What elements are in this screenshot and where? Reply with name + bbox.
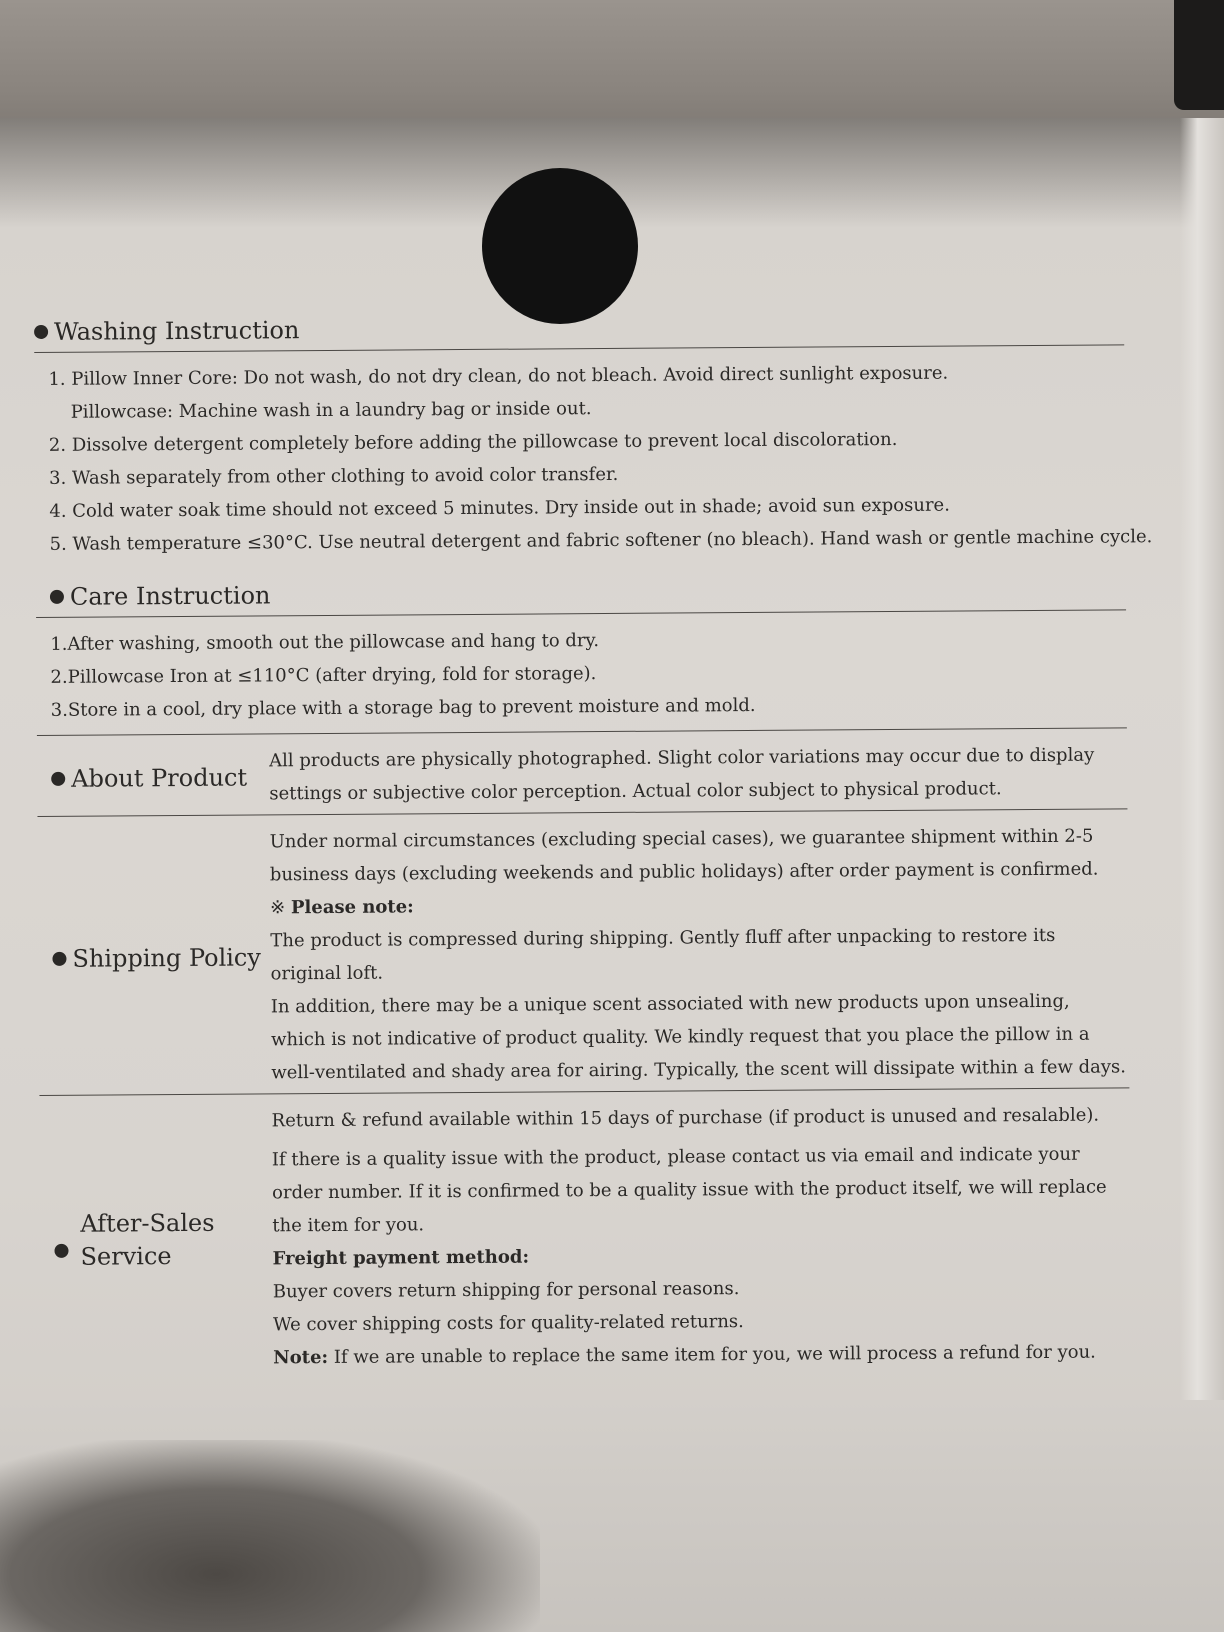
aftersales-title bbox=[40, 1206, 272, 1274]
hanging-hole bbox=[482, 168, 638, 324]
aftersales-line: Return & refund available within 15 days of purchase (if product is unused and resalable). bbox=[271, 1104, 1100, 1132]
aftersales-note: Note: If we are unable to replace the same item for you, we will process a refund for you. bbox=[273, 1341, 1096, 1369]
divider bbox=[34, 344, 1124, 353]
dark-corner-object bbox=[1174, 0, 1224, 110]
care-item-2: 2.Pillowcase Iron at ≤110°C (after drying, fold for storage). bbox=[50, 663, 597, 688]
shipping-line: original loft. bbox=[270, 962, 384, 985]
shipping-body bbox=[270, 819, 1130, 1089]
aftersales-title-line1: After-Sales bbox=[80, 1208, 215, 1238]
washing-item-2: 2. Dissolve detergent completely before adding the pillowcase to prevent local discoloration. bbox=[48, 428, 898, 456]
washing-title: Washing Instruction bbox=[34, 310, 1124, 346]
aftersales-line: Buyer covers return shipping for personal reasons. bbox=[272, 1278, 740, 1303]
bottom-shadow bbox=[0, 1440, 540, 1632]
aftersales-line: We cover shipping costs for quality-related returns. bbox=[272, 1311, 744, 1336]
bullet-icon bbox=[50, 590, 64, 604]
aftersales-section bbox=[40, 1098, 1132, 1376]
shipping-line: In addition, there may be a unique scent associated with new products upon unsealing, bbox=[270, 990, 1070, 1018]
care-title: Care Instruction bbox=[50, 575, 1126, 611]
washing-item-5: 5. Wash temperature ≤30°C. Use neutral detergent and fabric softener (no bleach). Hand wash or gentle machine cycle. bbox=[49, 526, 1153, 555]
shipping-title: Shipping Policy bbox=[38, 941, 270, 976]
bullet-icon bbox=[52, 952, 66, 966]
aftersales-title-line2: Service bbox=[80, 1242, 172, 1271]
washing-item-3: 3. Wash separately from other clothing to avoid color transfer. bbox=[49, 463, 619, 489]
washing-item-1: 1. Pillow Inner Core: Do not wash, do not dry clean, do not bleach. Avoid direct sunlight exposure. bbox=[48, 362, 949, 390]
washing-item-4: 4. Cold water soak time should not exceed 5 minutes. Dry inside out in shade; avoid sun exposure. bbox=[49, 494, 950, 522]
care-item-3: 3.Store in a cool, dry place with a storage bag to prevent moisture and mold. bbox=[50, 694, 756, 721]
shipping-line: well-ventilated and shady area for airing. Typically, the scent will dissipate within a few days. bbox=[271, 1056, 1127, 1084]
about-section bbox=[37, 738, 1127, 812]
about-body bbox=[269, 738, 1127, 810]
washing-item-1b: Pillowcase: Machine wash in a laundry bag or inside out. bbox=[70, 398, 592, 423]
aftersales-line: order number. If it is confirmed to be a quality issue with the product itself, we will replace bbox=[272, 1176, 1107, 1204]
reference-mark-icon: ※ bbox=[270, 897, 286, 919]
shipping-line: which is not indicative of product quality. We kindly request that you place the pillow in a bbox=[270, 1023, 1090, 1051]
shipping-note: ※ Please note: bbox=[270, 896, 414, 919]
bullet-icon bbox=[51, 772, 65, 786]
aftersales-line: If there is a quality issue with the product, please contact us via email and indicate your bbox=[271, 1143, 1080, 1171]
about-title: About Product bbox=[37, 761, 269, 796]
care-item-1: 1.After washing, smooth out the pillowcase and hang to dry. bbox=[50, 630, 600, 655]
instruction-content bbox=[34, 310, 1153, 1376]
shipping-line: business days (excluding weekends and public holidays) after order payment is confirmed. bbox=[269, 858, 1099, 886]
freight-label: Freight payment method: bbox=[272, 1246, 530, 1270]
shipping-line: Under normal circumstances (excluding special cases), we guarantee shipment within 2-5 bbox=[269, 825, 1094, 853]
about-line: All products are physically photographed. Slight color variations may occur due to display bbox=[269, 744, 1095, 772]
about-line: settings or subjective color perception. Actual color subject to physical product. bbox=[269, 778, 1002, 805]
aftersales-body bbox=[271, 1098, 1131, 1374]
shipping-section bbox=[38, 819, 1130, 1091]
aftersales-line: the item for you. bbox=[272, 1214, 425, 1237]
bullet-icon bbox=[34, 325, 48, 339]
bullet-icon bbox=[54, 1244, 68, 1258]
shipping-line: The product is compressed during shipping. Gently fluff after unpacking to restore its bbox=[270, 924, 1056, 952]
divider bbox=[37, 727, 1127, 736]
divider bbox=[36, 609, 1126, 618]
